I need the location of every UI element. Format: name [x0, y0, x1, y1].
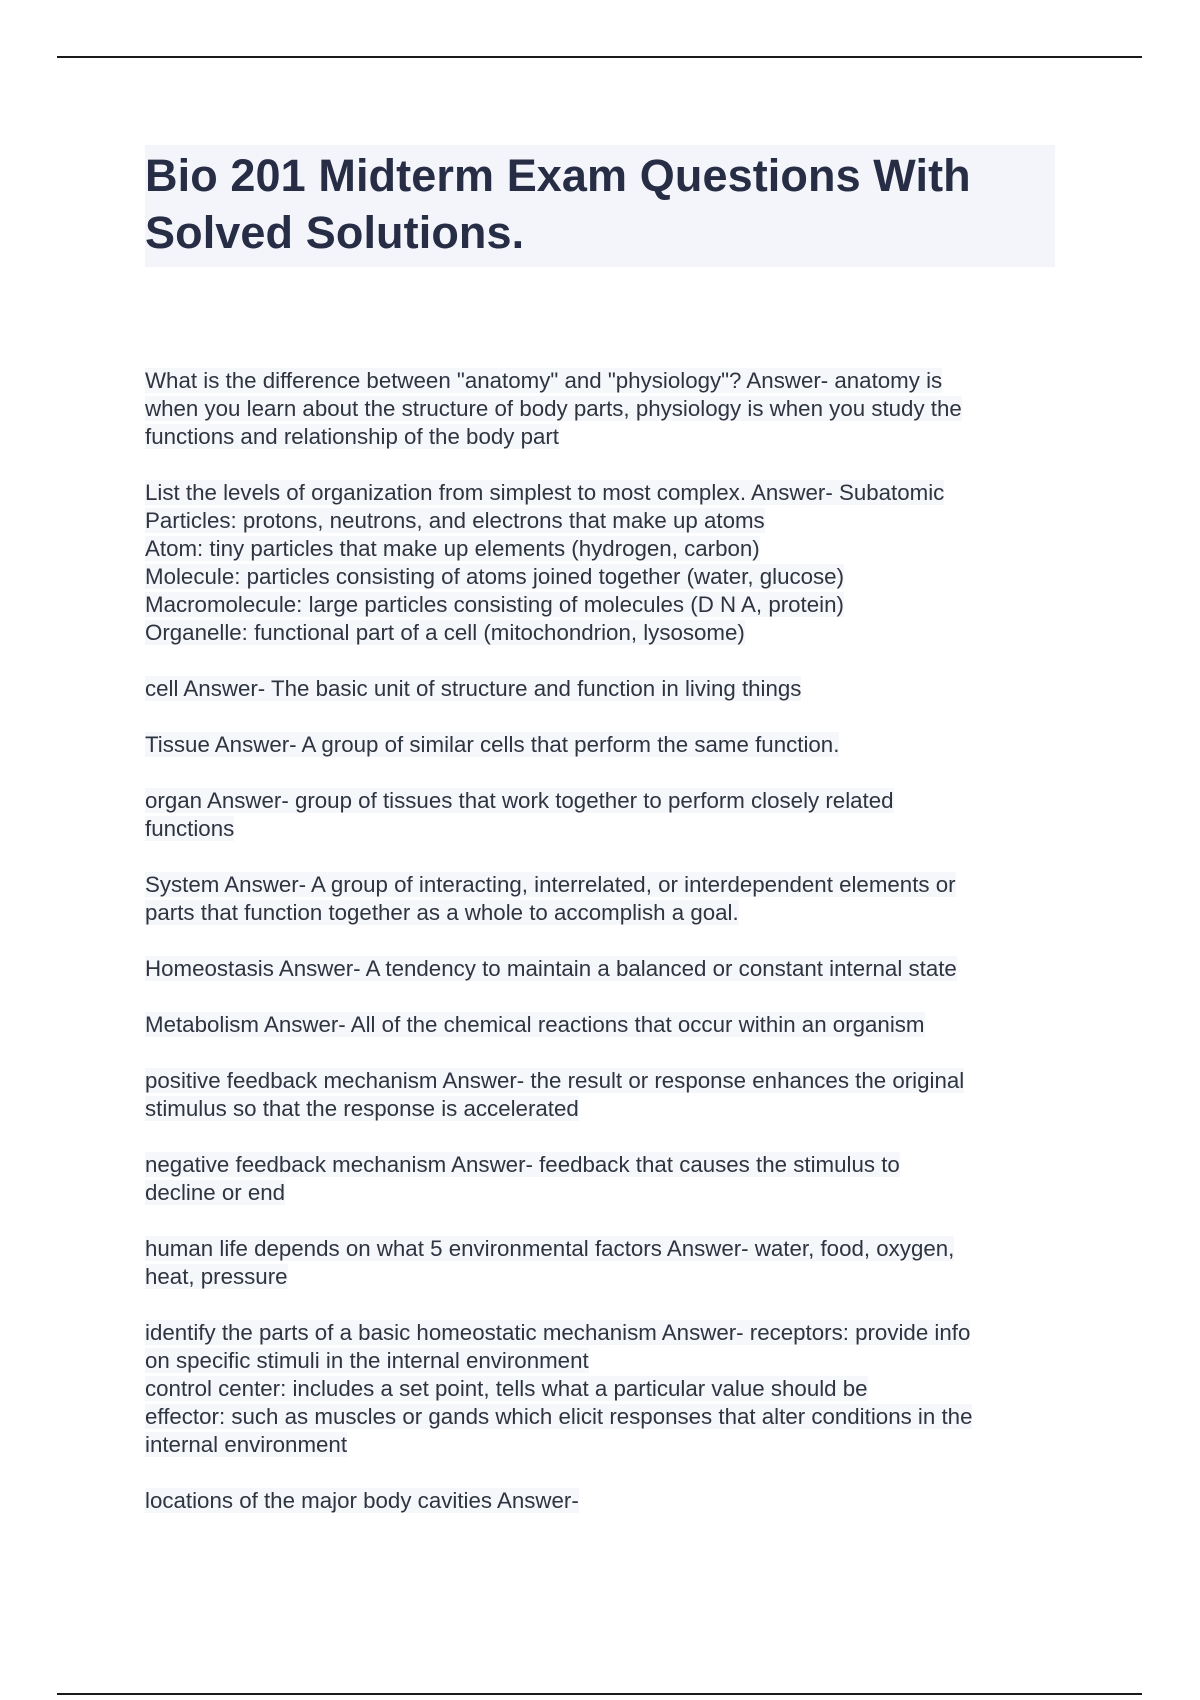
qa-text: List the levels of organization from simplest to most complex. Answer- Subatomic Particles: protons, neutrons, and electrons that make up atoms Atom: tiny particles that make up elements (hydrogen, carbon) Molecule: particles consisting of atoms joined together (water, glucose) Macromolecule: large particles consisting of molecules (D N A, protein) Organelle: functional part of a cell (mitochondrion, lysosome): [145, 480, 945, 645]
qa-item: [145, 479, 1065, 647]
qa-item: [145, 367, 1065, 451]
qa-text: positive feedback mechanism Answer- the result or response enhances the original stimulus so that the response is accelerated: [145, 1068, 965, 1121]
qa-item: [145, 871, 1065, 927]
header-rule: [57, 56, 1142, 58]
qa-item: [145, 787, 1065, 843]
qa-item: [145, 731, 1065, 759]
qa-item: [145, 955, 1065, 983]
qa-item: [145, 675, 1065, 703]
qa-text: locations of the major body cavities Answer-: [145, 1488, 579, 1513]
footer-rule: [57, 1693, 1142, 1695]
qa-text: identify the parts of a basic homeostatic mechanism Answer- receptors: provide info on specific stimuli in the internal environment control center: includes a set point, tells what a particular value should be effector: such as muscles or gands which elicit responses that alter conditions in the internal environment: [145, 1320, 973, 1457]
qa-text: Metabolism Answer- All of the chemical reactions that occur within an organism: [145, 1012, 925, 1037]
qa-text: human life depends on what 5 environmental factors Answer- water, food, oxygen, heat, pressure: [145, 1236, 955, 1289]
qa-item: [145, 1151, 1065, 1207]
document-title: Bio 201 Midterm Exam Questions With Solved Solutions.: [145, 150, 971, 258]
qa-text: System Answer- A group of interacting, interrelated, or interdependent elements or parts that function together as a whole to accomplish a goal.: [145, 872, 956, 925]
qa-text: Homeostasis Answer- A tendency to maintain a balanced or constant internal state: [145, 956, 957, 981]
qa-text: negative feedback mechanism Answer- feedback that causes the stimulus to decline or end: [145, 1152, 900, 1205]
qa-item: [145, 1487, 1065, 1515]
title-block: [145, 145, 1055, 267]
qa-item: [145, 1235, 1065, 1291]
qa-text: What is the difference between "anatomy" and "physiology"? Answer- anatomy is when you learn about the structure of body parts, physiology is when you study the functions and relationship of the body part: [145, 368, 962, 449]
qa-item: [145, 1067, 1065, 1123]
qa-item: [145, 1011, 1065, 1039]
qa-list: [145, 367, 1065, 1543]
qa-text: organ Answer- group of tissues that work together to perform closely related functions: [145, 788, 894, 841]
qa-text: cell Answer- The basic unit of structure and function in living things: [145, 676, 802, 701]
qa-text: Tissue Answer- A group of similar cells that perform the same function.: [145, 732, 840, 757]
qa-item: [145, 1319, 1065, 1459]
